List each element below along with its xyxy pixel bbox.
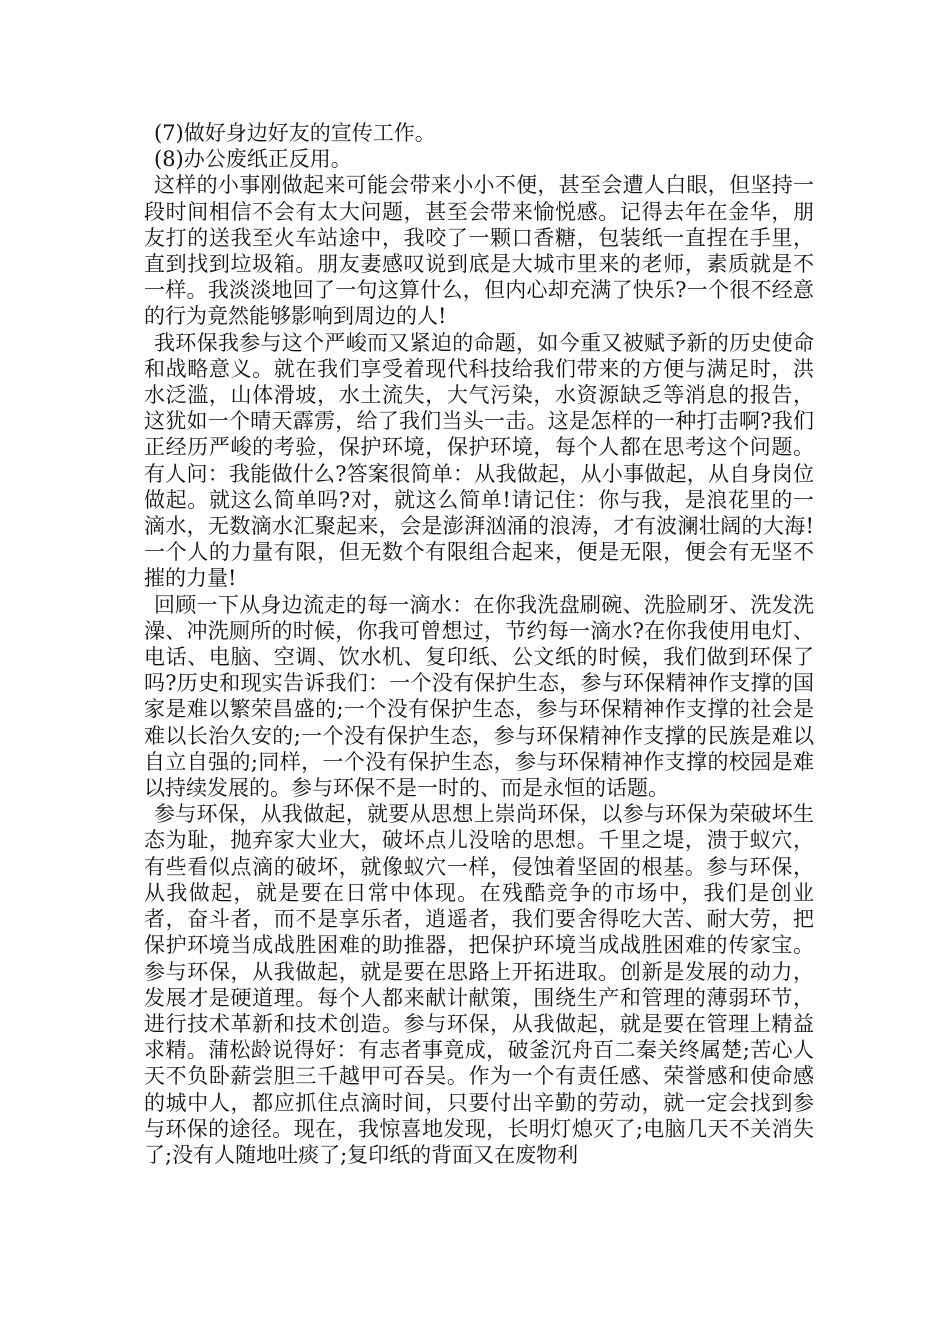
paragraph-mission: 我环保我参与这个严峻而又紧迫的命题，如今重又被赋予新的历史使命和战略意义。就在我们享受着现代科技给我们带来的方便与满足时，洪水泛滥，山体滑坡，水土流失，大气污染，水资源缺乏等消息的报告，这犹如一个晴天霹雳，给了我们当头一击。这是怎样的一种打击啊?我们正经历严峻的考验，保护环境，保护环境，每个人都在思考这个问题。有人问：我能做什么?答案很简单：从我做起，从小事做起，从自身岗位做起。就这么简单吗?对，就这么简单!请记住：你与我，是浪花里的一滴水，无数滴水汇聚起来，会是澎湃汹涌的浪涛，才有波澜壮阔的大海!一个人的力量有限，但无数个有限组合起来，便是无限，便会有无坚不摧的力量! (144, 330, 814, 591)
paragraph-small-things: 这样的小事刚做起来可能会带来小小不便，甚至会遭人白眼，但坚持一段时间相信不会有太大问题，甚至会带来愉悦感。记得去年在金华，朋友打的送我至火车站途中，我咬了一颗口香糖，包装纸一直捏在手里，直到找到垃圾箱。朋友妻感叹说到底是大城市里来的老师，素质就是不一样。我淡淡地回了一句这算什么，但内心却充满了快乐?一个很不经意的行为竟然能够影响到周边的人! (144, 173, 814, 329)
list-item-7: (7)做好身边好友的宣传工作。 (154, 121, 436, 145)
paragraph-start-with-me: 参与环保，从我做起，就要从思想上崇尚环保，以参与环保为荣破坏生态为耻，抛弃家大业大，破坏点儿没啥的思想。千里之堤，溃于蚁穴，有些看似点滴的破坏，就像蚁穴一样，侵蚀着坚固的根基。参与环保，从我做起，就是要在日常中体现。在残酷竞争的市场中，我们是创业者，奋斗者，而不是享乐者，逍遥者，我们要舍得吃大苦、耐大劳，把保护环境当成战胜困难的助推器，把保护环境当成战胜困难的传家宝。参与环保，从我做起，就是要在思路上开拓进取。创新是发展的动力，发展才是硬道理。每个人都来献计献策，围绕生产和管理的薄弱环节，进行技术革新和技术创造。参与环保，从我做起，就是要在管理上精益求精。蒲松龄说得好：有志者事竟成，破釜沉舟百二秦关终属楚;苦心人天不负卧薪尝胆三千越甲可吞吴。作为一个有责任感、荣誉感和使命感的城中人，都应抓住点滴时间，只要付出辛勤的劳动，就一定会找到参与环保的途径。现在，我惊喜地发现，长明灯熄灭了;电脑几天不关消失了;没有人随地吐痰了;复印纸的背面又在废物利 (144, 802, 814, 1167)
list-item-8: (8)办公废纸正反用。 (154, 147, 352, 172)
paragraph-every-drop: 回顾一下从身边流走的每一滴水：在你我洗盘刷碗、洗脸刷牙、洗发洗澡、冲洗厕所的时候，你我可曾想过，节约每一滴水?在你我使用电灯、电话、电脑、空调、饮水机、复印纸、公文纸的时候，我们做到环保了吗?历史和现实告诉我们：一个没有保护生态，参与环保精神作支撑的国家是难以繁荣昌盛的;一个没有保护生态，参与环保精神作支撑的社会是难以长治久安的;一个没有保护生态，参与环保精神作支撑的民族是难以自立自强的;同样，一个没有保护生态，参与环保精神作支撑的校园是难以持续发展的。参与环保不是一时的、而是永恒的话题。 (144, 592, 814, 801)
document-body (144, 120, 814, 1168)
